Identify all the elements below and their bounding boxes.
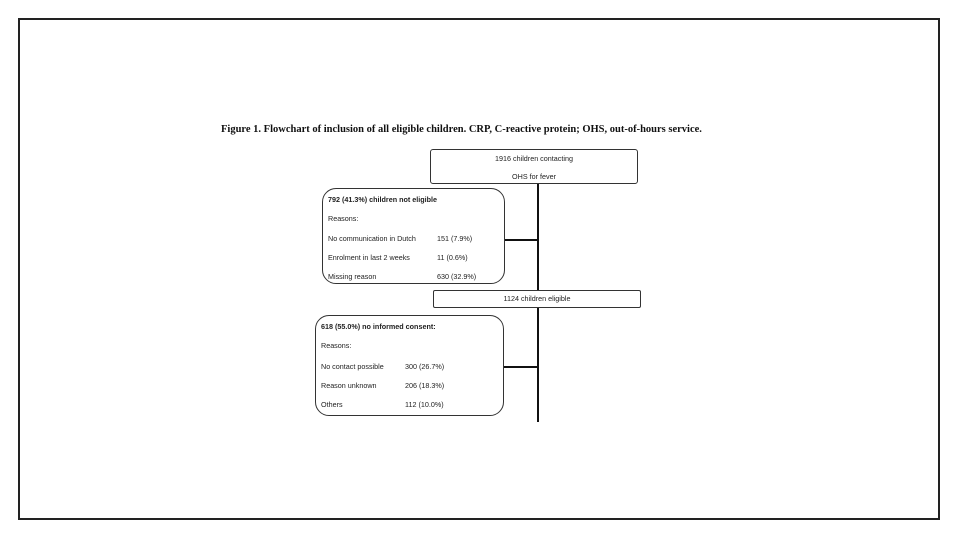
no-consent-row-label: Reason unknown <box>321 381 377 390</box>
not-eligible-row-value: 630 (32.9%) <box>437 272 477 281</box>
not-eligible-row-label: No communication in Dutch <box>328 234 416 243</box>
flow-box-contacting <box>430 149 638 184</box>
connector-branch-consent <box>503 366 538 368</box>
flow-box-eligible-text: 1124 children eligible <box>503 294 571 303</box>
connector-main-top <box>537 184 539 290</box>
no-consent-row-value: 300 (26.7%) <box>405 362 445 371</box>
no-consent-title: 618 (55.0%) no informed consent: <box>321 322 436 331</box>
figure-caption: Figure 1. Flowchart of inclusion of all eligible children. CRP, C-reactive protein; OHS, out-of-hours service. <box>221 124 702 135</box>
flow-box-not-eligible <box>322 188 505 284</box>
flow-box-eligible <box>433 290 641 308</box>
not-eligible-row-value: 151 (7.9%) <box>437 234 473 243</box>
connector-main-bottom <box>537 308 539 422</box>
no-consent-row-value: 112 (10.0%) <box>405 400 444 409</box>
not-eligible-row-label: Enrolment in last 2 weeks <box>328 253 410 262</box>
no-consent-row-value: 206 (18.3%) <box>405 381 445 390</box>
connector-branch-exclusion <box>504 239 538 241</box>
flow-box-contacting-line1: 1916 children contacting <box>495 154 573 163</box>
not-eligible-row-label: Missing reason <box>328 272 377 281</box>
no-consent-row-label: Others <box>321 400 343 409</box>
no-consent-row-label: No contact possible <box>321 362 384 371</box>
flow-box-contacting-line2: OHS for fever <box>512 172 556 181</box>
flow-box-no-consent <box>315 315 504 416</box>
not-eligible-reasons-label: Reasons: <box>328 214 359 223</box>
not-eligible-title: 792 (41.3%) children not eligible <box>328 195 438 204</box>
no-consent-reasons-label: Reasons: <box>321 341 352 350</box>
not-eligible-row-value: 11 (0.6%) <box>437 253 468 262</box>
